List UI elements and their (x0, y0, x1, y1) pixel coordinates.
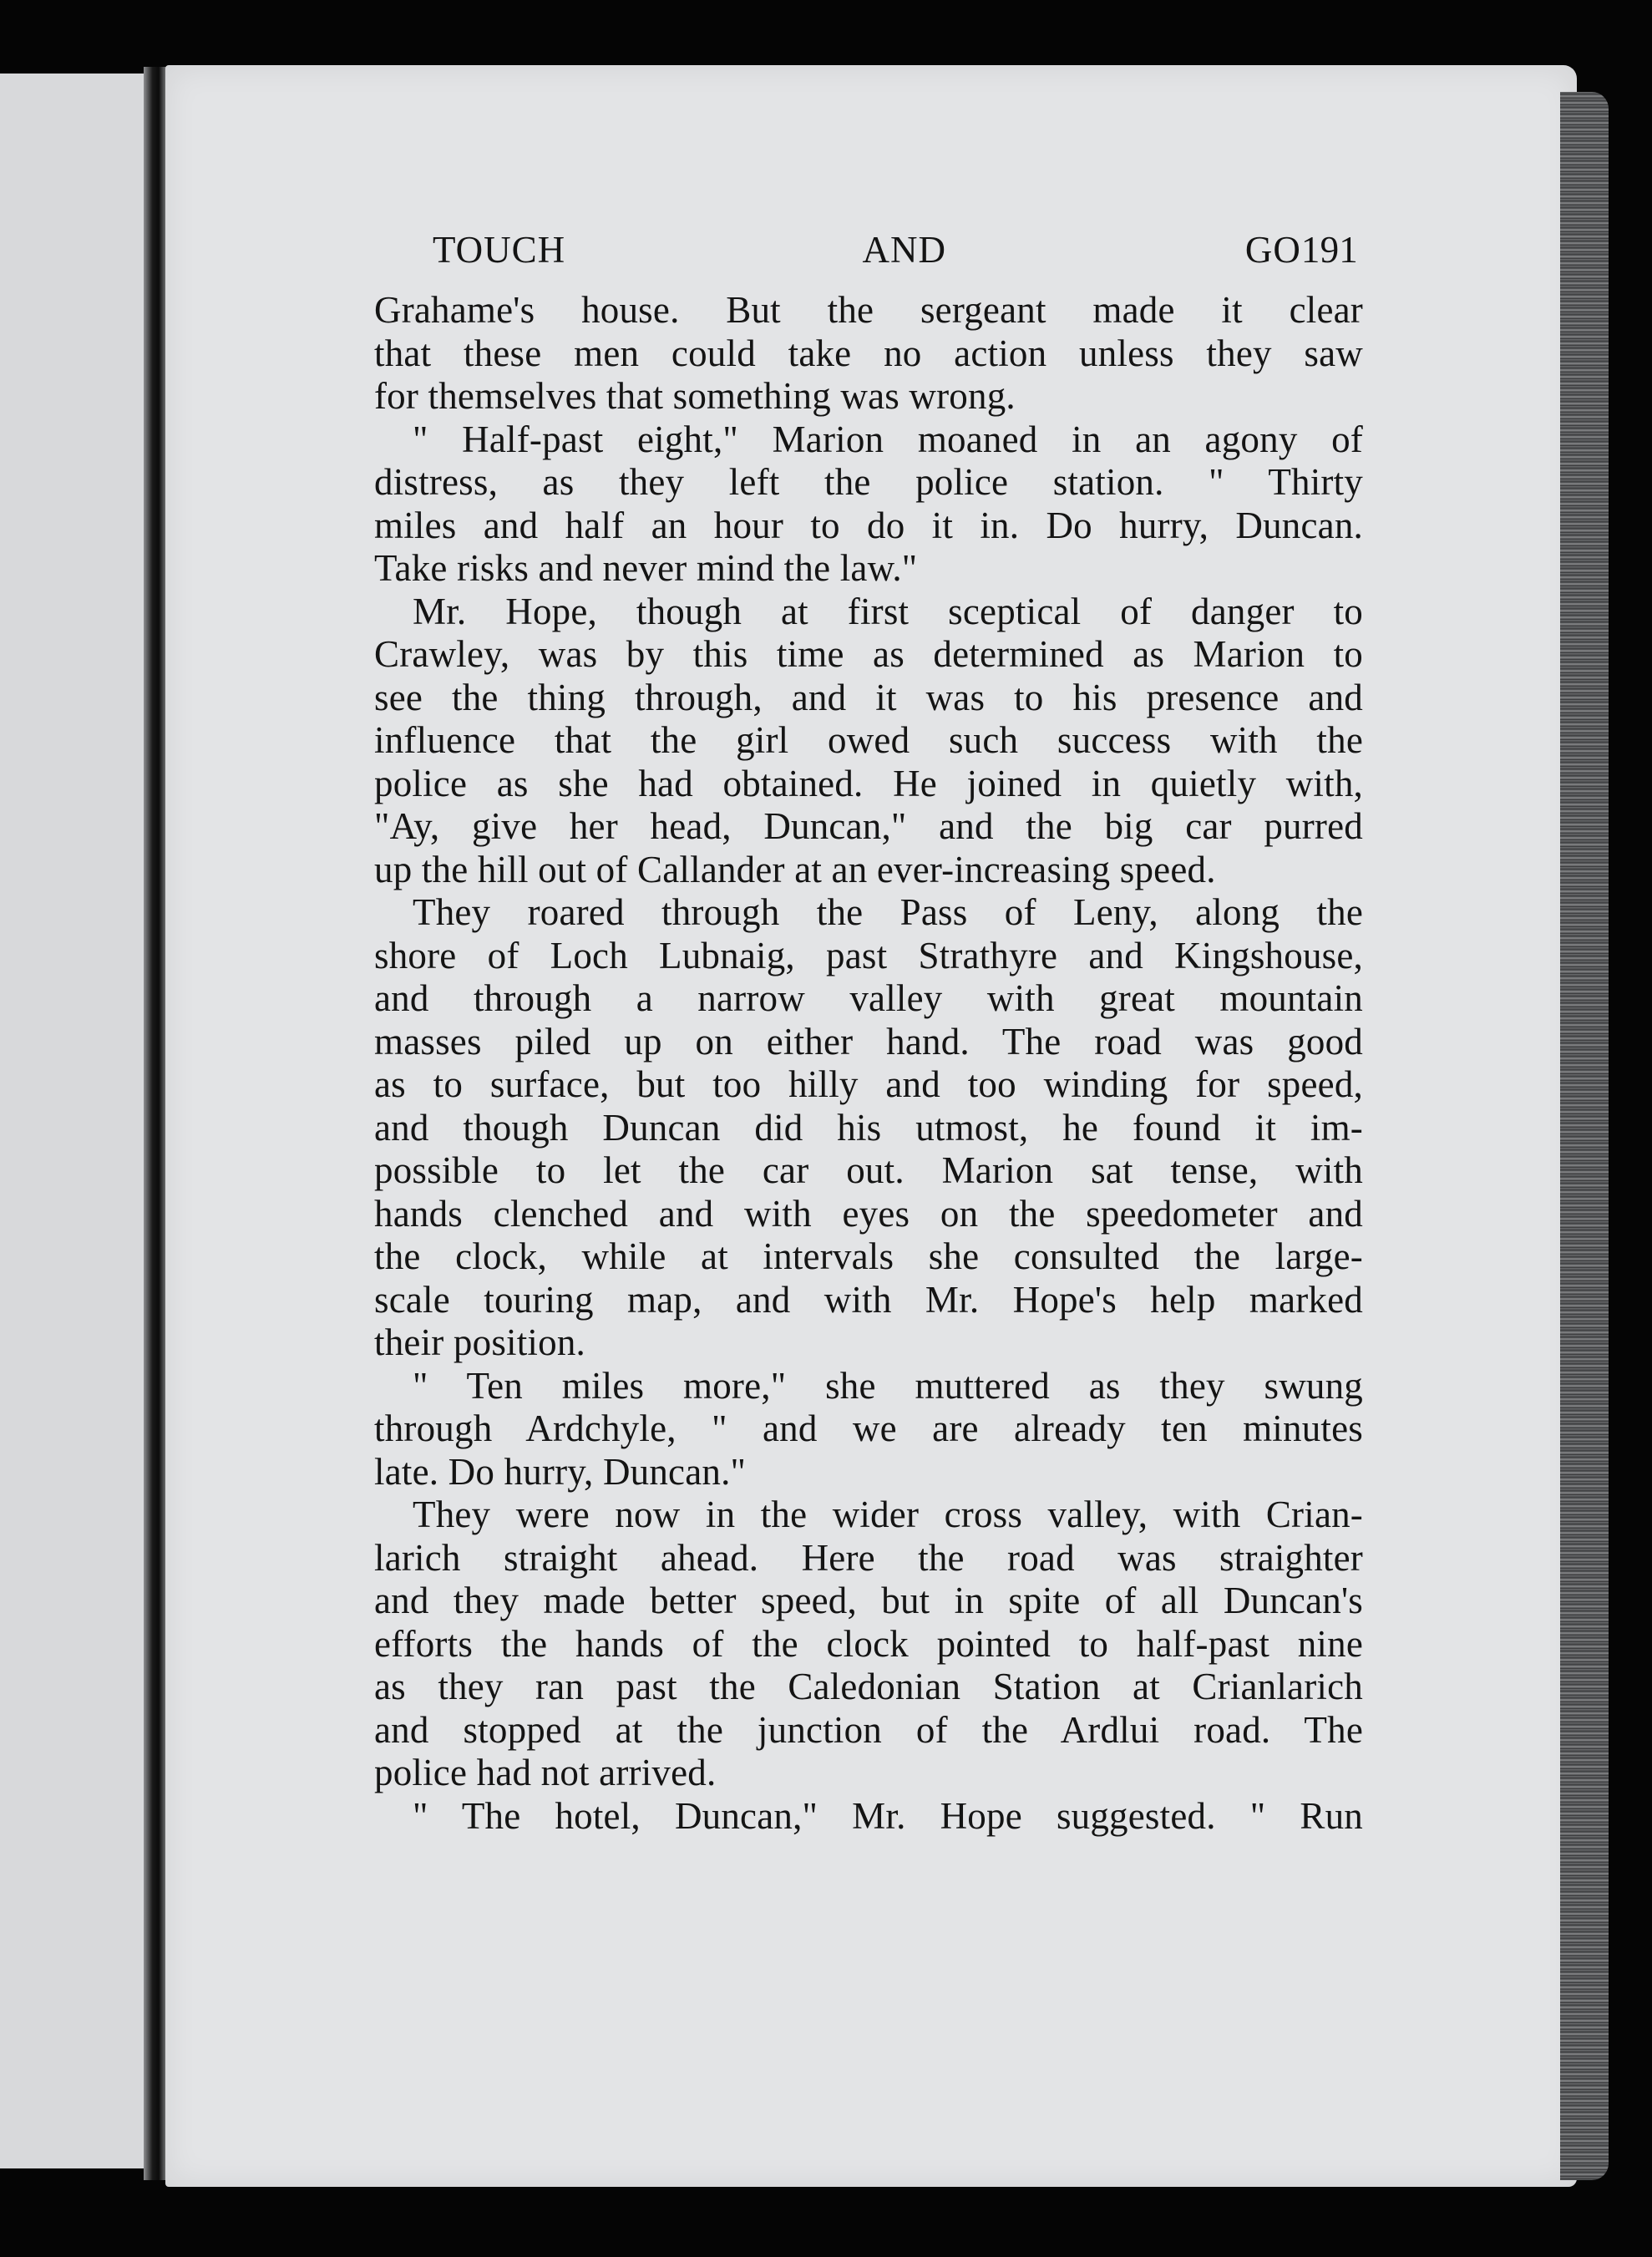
text-line: possible to let the car out. Marion sat tense, with (374, 1149, 1363, 1191)
body-text (374, 289, 1363, 1838)
text-line: and they made better speed, but in spite of all Duncan's (374, 1580, 1363, 1621)
text-line: They were now in the wider cross valley, with Crian- (413, 1494, 1363, 1535)
text-line: " Half-past eight," Marion moaned in an agony of (413, 418, 1363, 460)
page-text (374, 229, 1363, 1838)
text-line: and though Duncan did his utmost, he found it im- (374, 1106, 1363, 1149)
text-line: influence that the girl owed such success with the (374, 719, 1363, 761)
text-line: Mr. Hope, though at first sceptical of danger to (413, 590, 1363, 632)
text-line: "Ay, give her head, Duncan," and the big car purred (374, 805, 1363, 847)
text-line: as to surface, but too hilly and too winding for speed, (374, 1063, 1363, 1105)
text-line: late. Do hurry, Duncan." (374, 1450, 747, 1493)
text-line: up the hill out of Callander at an ever-increasing speed. (374, 848, 1216, 890)
text-line: larich straight ahead. Here the road was straighter (374, 1536, 1363, 1579)
text-line: Take risks and never mind the law." (374, 547, 918, 589)
text-line: miles and half an hour to do it in. Do hurry, Duncan. (374, 504, 1363, 546)
text-line: Grahame's house. But the sergeant made it clear (374, 289, 1363, 331)
text-line: distress, as they left the police station. " Thirty (374, 461, 1363, 503)
text-line: police had not arrived. (374, 1752, 717, 1793)
text-line: and through a narrow valley with great mountain (374, 977, 1363, 1019)
text-line: " Ten miles more," she muttered as they swung (413, 1364, 1363, 1407)
text-line: masses piled up on either hand. The road was good (374, 1020, 1363, 1063)
text-line: their position. (374, 1321, 585, 1363)
text-line: through Ardchyle, " and we are already ten minutes (374, 1407, 1363, 1449)
text-line: see the thing through, and it was to his presence and (374, 676, 1363, 718)
text-line: hands clenched and with eyes on the speedometer and (374, 1192, 1363, 1235)
text-line: the clock, while at intervals she consulted the large- (374, 1235, 1363, 1277)
facing-page-edge (0, 74, 149, 2168)
page-number: 191 (1300, 229, 1358, 271)
text-line: " The hotel, Duncan," Mr. Hope suggested. " Run (413, 1794, 1363, 1837)
text-line: for themselves that something was wrong. (374, 375, 1016, 417)
text-line: shore of Loch Lubnaig, past Strathyre and Kingshouse, (374, 934, 1363, 976)
text-line: They roared through the Pass of Leny, along the (413, 891, 1363, 933)
text-line: and stopped at the junction of the Ardlui road. The (374, 1708, 1363, 1751)
text-line: scale touring map, and with Mr. Hope's help marked (374, 1278, 1363, 1321)
running-head (374, 229, 1363, 279)
text-line: police as she had obtained. He joined in quietly with, (374, 762, 1363, 804)
text-line: as they ran past the Caledonian Station at Crianlarich (374, 1666, 1363, 1707)
text-line: efforts the hands of the clock pointed to half-past nine (374, 1622, 1363, 1665)
running-title: TOUCH AND GO (433, 229, 1301, 271)
page-block-edge (1560, 92, 1609, 2180)
text-line: that these men could take no action unless they saw (374, 332, 1363, 374)
text-line: Crawley, was by this time as determined as Marion to (374, 633, 1363, 675)
